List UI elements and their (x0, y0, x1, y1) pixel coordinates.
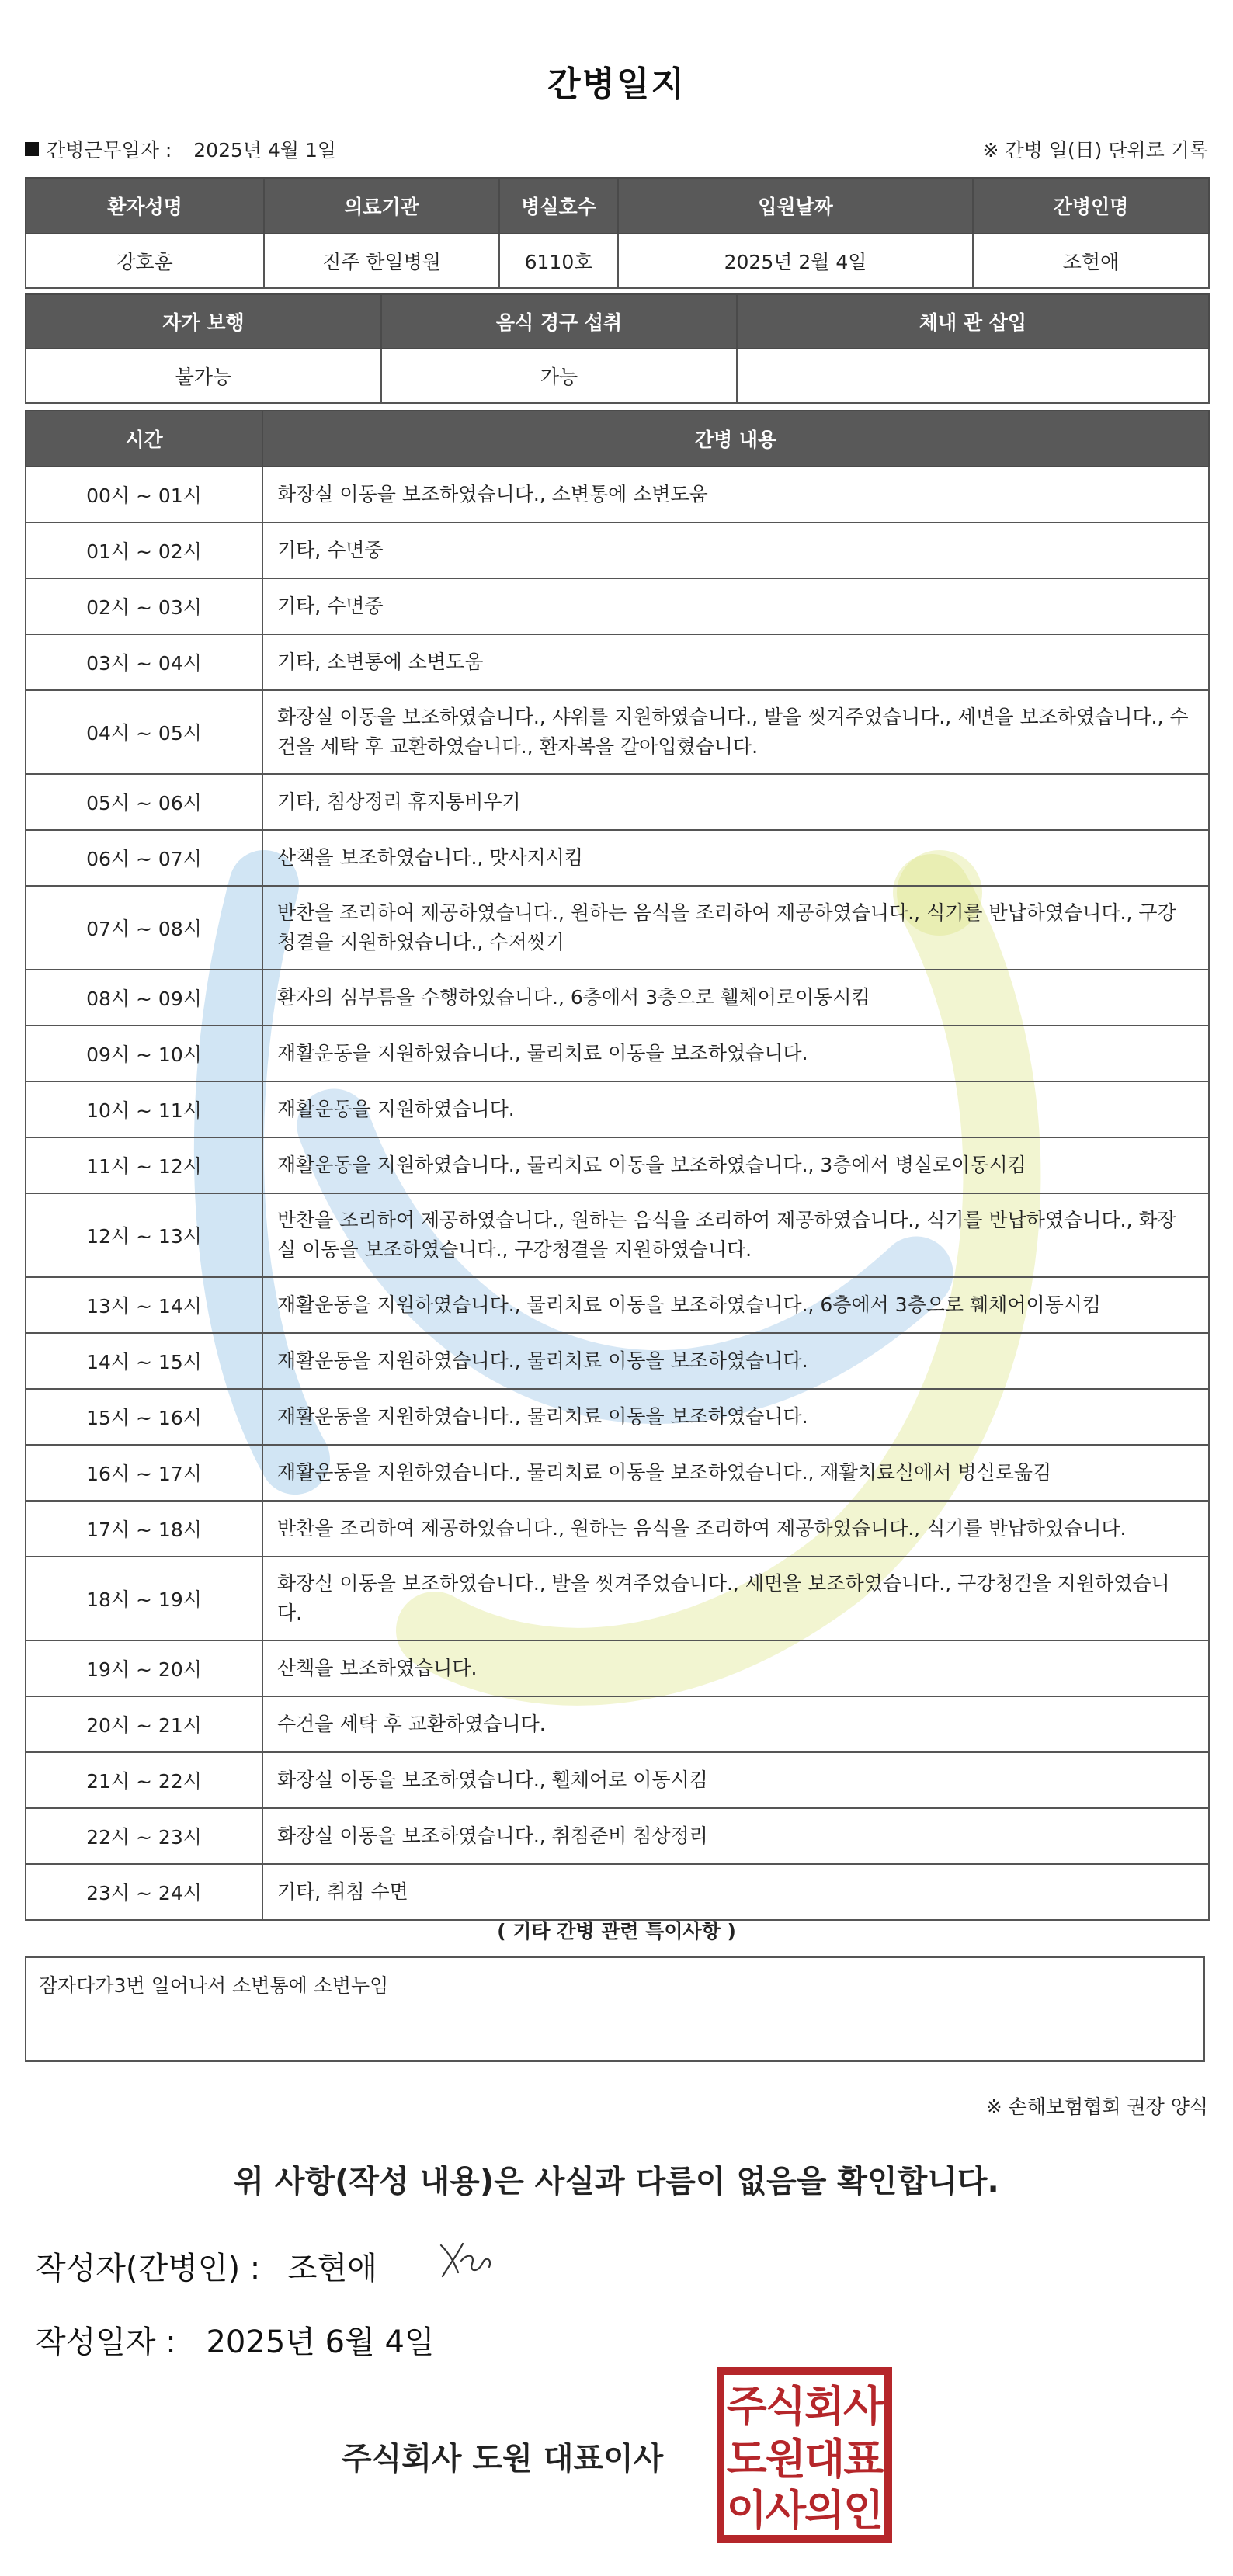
row-time: 16시 ~ 17시 (26, 1445, 262, 1501)
confirm-statement: 위 사항(작성 내용)은 사실과 다름이 없음을 확인합니다. (234, 2164, 999, 2199)
row-content: 반찬을 조리하여 제공하였습니다., 원하는 음식을 조리하여 제공하였습니다., 식기를 반납하였습니다. (262, 1501, 1209, 1557)
table-row (26, 1081, 1209, 1137)
table-row (26, 1193, 1209, 1277)
row-content: 화장실 이동을 보조하였습니다., 취침준비 침상정리 (262, 1808, 1209, 1864)
row-time: 21시 ~ 22시 (26, 1752, 262, 1808)
row-content: 재활운동을 지원하였습니다., 물리치료 이동을 보조하였습니다. (262, 1333, 1209, 1389)
row-time: 10시 ~ 11시 (26, 1081, 262, 1137)
row-time: 09시 ~ 10시 (26, 1026, 262, 1081)
table-row (26, 1137, 1209, 1193)
author-label: 작성자(간병인) : (36, 2251, 261, 2286)
header-care-content: 간병 내용 (262, 411, 1209, 467)
table-row (26, 1696, 1209, 1752)
work-date-label: 간병근무일자 : (47, 139, 172, 161)
room-number: 6110호 (499, 234, 618, 288)
row-content: 화장실 이동을 보조하였습니다., 소변통에 소변도움 (262, 467, 1209, 522)
table-row (26, 1389, 1209, 1445)
table-row (26, 1864, 1209, 1920)
header-room: 병실호수 (499, 178, 618, 234)
row-time: 08시 ~ 09시 (26, 970, 262, 1026)
notes-label: ( 기타 간병 관련 특이사항 ) (497, 1920, 736, 1942)
row-time: 02시 ~ 03시 (26, 578, 262, 634)
table-row (26, 1333, 1209, 1389)
recommend-note: ※ 손해보험협회 권장 양식 (985, 2095, 1208, 2118)
row-content: 기타, 수면중 (262, 578, 1209, 634)
notes-box: 잠자다가3번 일어나서 소변통에 소변누임 (25, 1956, 1205, 2062)
header-walking: 자가 보행 (26, 294, 381, 349)
patient-table (25, 177, 1210, 289)
table-row (26, 1277, 1209, 1333)
row-content: 재활운동을 지원하였습니다., 물리치료 이동을 보조하였습니다., 3층에서 병실로이동시킴 (262, 1137, 1209, 1193)
row-time: 22시 ~ 23시 (26, 1808, 262, 1864)
table-row (26, 690, 1209, 774)
table-row (26, 1808, 1209, 1864)
row-content: 반찬을 조리하여 제공하였습니다., 원하는 음식을 조리하여 제공하였습니다., 식기를 반납하였습니다., 구강청결을 지원하였습니다., 수저씻기 (262, 886, 1209, 970)
row-content: 재활운동을 지원하였습니다., 물리치료 이동을 보조하였습니다. (262, 1389, 1209, 1445)
row-content: 화장실 이동을 보조하였습니다., 휄체어로 이동시킴 (262, 1752, 1209, 1808)
table-row (26, 522, 1209, 578)
work-date-value: 2025년 4월 1일 (193, 139, 337, 161)
table-row (26, 830, 1209, 886)
hospital: 진주 한일병원 (264, 234, 499, 288)
written-date-label: 작성일자 : (36, 2324, 176, 2360)
row-content: 기타, 소변통에 소변도움 (262, 634, 1209, 690)
table-row (26, 578, 1209, 634)
header-tube-insertion: 체내 관 삽입 (737, 294, 1209, 349)
row-time: 14시 ~ 15시 (26, 1333, 262, 1389)
row-time: 07시 ~ 08시 (26, 886, 262, 970)
row-content: 재활운동을 지원하였습니다., 물리치료 이동을 보조하였습니다., 6층에서 3층으로 훼체어이동시킴 (262, 1277, 1209, 1333)
row-time: 17시 ~ 18시 (26, 1501, 262, 1557)
table-row (26, 1640, 1209, 1696)
square-bullet-icon (25, 142, 39, 156)
row-content: 화장실 이동을 보조하였습니다., 샤워를 지원하였습니다., 발을 씻겨주었습니다., 세면을 보조하였습니다., 수건을 세탁 후 교환하였습니다., 환자복을 갈아입혔습니다. (262, 690, 1209, 774)
table-row (26, 886, 1209, 970)
tube-insertion-value (737, 349, 1209, 403)
header-hospital: 의료기관 (264, 178, 499, 234)
row-time: 12시 ~ 13시 (26, 1193, 262, 1277)
row-time: 01시 ~ 02시 (26, 522, 262, 578)
row-content: 산책을 보조하였습니다., 맛사지시킴 (262, 830, 1209, 886)
row-time: 20시 ~ 21시 (26, 1696, 262, 1752)
caregiver-name: 조현애 (973, 234, 1209, 288)
header-admission-date: 입원날짜 (618, 178, 973, 234)
row-time: 05시 ~ 06시 (26, 774, 262, 830)
page-title: 간병일지 (547, 64, 686, 104)
table-row (26, 467, 1209, 522)
row-content: 재활운동을 지원하였습니다. (262, 1081, 1209, 1137)
table-row (26, 1752, 1209, 1808)
table-row (26, 1445, 1209, 1501)
header-caregiver: 간병인명 (973, 178, 1209, 234)
row-time: 06시 ~ 07시 (26, 830, 262, 886)
author-line (36, 2244, 377, 2288)
signature-mark (435, 2230, 497, 2284)
row-content: 환자의 심부름을 수행하였습니다., 6층에서 3층으로 휄체어로이동시킴 (262, 970, 1209, 1026)
care-table (25, 410, 1210, 1921)
written-date-line (36, 2317, 435, 2362)
row-time: 03시 ~ 04시 (26, 634, 262, 690)
table-row (26, 1026, 1209, 1081)
written-date-value: 2025년 6월 4일 (206, 2324, 435, 2360)
status-table (25, 293, 1210, 404)
patient-name: 강호훈 (26, 234, 264, 288)
row-content: 산책을 보조하였습니다. (262, 1640, 1209, 1696)
row-time: 04시 ~ 05시 (26, 690, 262, 774)
row-content: 화장실 이동을 보조하였습니다., 발을 씻겨주었습니다., 세면을 보조하였습니다., 구강청결을 지원하였습니다. (262, 1557, 1209, 1640)
row-time: 00시 ~ 01시 (26, 467, 262, 522)
walking-value: 불가능 (26, 349, 381, 403)
row-time: 15시 ~ 16시 (26, 1389, 262, 1445)
meta-row (25, 130, 1208, 161)
row-content: 재활운동을 지원하였습니다., 물리치료 이동을 보조하였습니다., 재활치료실에서 병실로옮김 (262, 1445, 1209, 1501)
svg-text:주식회사: 주식회사 (726, 2382, 883, 2431)
row-content: 수건을 세탁 후 교환하였습니다. (262, 1696, 1209, 1752)
svg-text:이사의인: 이사의인 (726, 2486, 883, 2535)
row-time: 18시 ~ 19시 (26, 1557, 262, 1640)
row-time: 11시 ~ 12시 (26, 1137, 262, 1193)
row-time: 19시 ~ 20시 (26, 1640, 262, 1696)
row-content: 기타, 취침 수면 (262, 1864, 1209, 1920)
row-content: 기타, 침상정리 휴지통비우기 (262, 774, 1209, 830)
company-name: 주식회사 도원 대표이사 (342, 2441, 664, 2477)
table-row (26, 1501, 1209, 1557)
table-row (26, 774, 1209, 830)
row-content: 기타, 수면중 (262, 522, 1209, 578)
header-oral-intake: 음식 경구 섭취 (381, 294, 737, 349)
table-row (26, 970, 1209, 1026)
admission-date: 2025년 2월 4일 (618, 234, 973, 288)
unit-note: ※ 간병 일(日) 단위로 기록 (982, 139, 1208, 161)
company-seal-stamp (716, 2366, 893, 2543)
header-time: 시간 (26, 411, 262, 467)
work-date (25, 135, 336, 163)
row-content: 재활운동을 지원하였습니다., 물리치료 이동을 보조하였습니다. (262, 1026, 1209, 1081)
row-content: 반찬을 조리하여 제공하였습니다., 원하는 음식을 조리하여 제공하였습니다., 식기를 반납하였습니다., 화장실 이동을 보조하였습니다., 구강청결을 지원하였습니다. (262, 1193, 1209, 1277)
oral-intake-value: 가능 (381, 349, 737, 403)
svg-text:도원대표: 도원대표 (726, 2435, 883, 2484)
table-row (26, 634, 1209, 690)
table-row (26, 1557, 1209, 1640)
author-name: 조현애 (287, 2251, 377, 2286)
row-time: 23시 ~ 24시 (26, 1864, 262, 1920)
row-time: 13시 ~ 14시 (26, 1277, 262, 1333)
header-patient-name: 환자성명 (26, 178, 264, 234)
